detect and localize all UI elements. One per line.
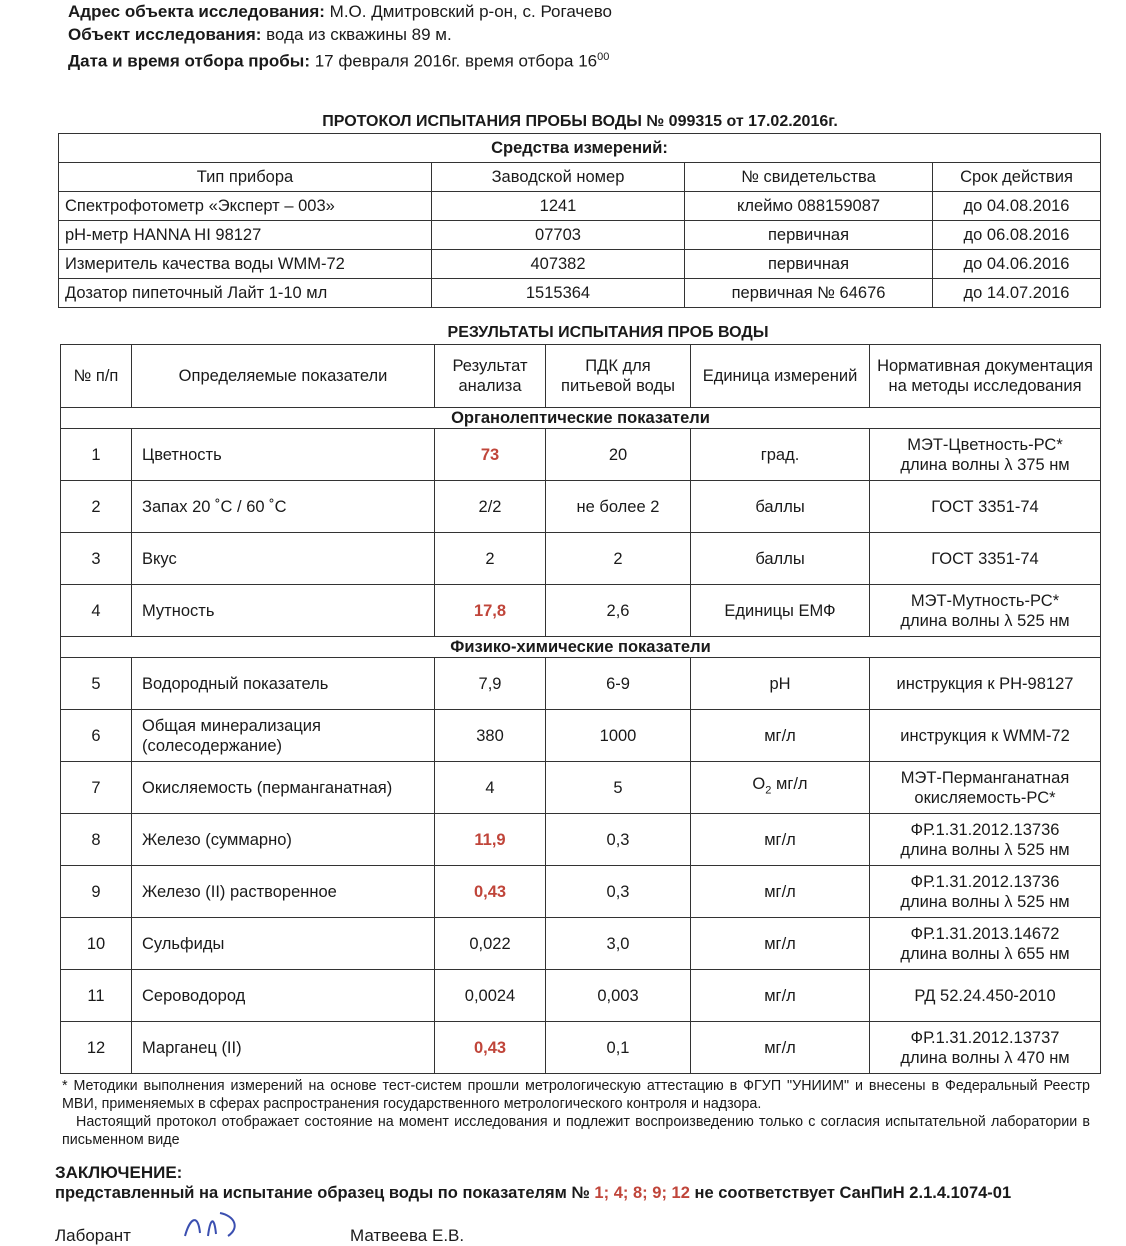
- result-value: 2/2: [435, 481, 546, 533]
- table-row: 6 Общая минерализация (солесодержание) 380 1000 мг/л инструкция к WMM-72: [61, 710, 1101, 762]
- table-row: pH-метр HANNA HI 98127 07703 первичная до 06.08.2016: [59, 221, 1101, 250]
- table-row: 9 Железо (II) растворенное 0,43 0,3 мг/л ФР.1.31.2012.13736 длина волны λ 525 нм: [61, 866, 1101, 918]
- result-value: 0,43: [435, 1022, 546, 1074]
- result-value: 73: [435, 429, 546, 481]
- section-physchem: Физико-химические показатели: [61, 637, 1101, 658]
- table-row: Спектрофотометр «Эксперт – 003» 1241 клеймо 088159087 до 04.08.2016: [59, 192, 1101, 221]
- result-value: 0,022: [435, 918, 546, 970]
- date-line: Дата и время отбора пробы: 17 февраля 2016г. время отбора $16^{00}$: [68, 51, 610, 71]
- result-value: 380: [435, 710, 546, 762]
- result-value: 0,0024: [435, 970, 546, 1022]
- document-header: [68, 0, 612, 73]
- result-value: 4: [435, 762, 546, 814]
- signature-label: Лаборант: [55, 1226, 131, 1245]
- table-row: 8 Железо (суммарно) 11,9 0,3 мг/л ФР.1.31.2012.13736 длина волны λ 525 нм: [61, 814, 1101, 866]
- table-row: 11 Сероводород 0,0024 0,003 мг/л РД 52.24.450-2010: [61, 970, 1101, 1022]
- instruments-header-row: Тип прибора Заводской номер № свидетельства Срок действия: [59, 163, 1101, 192]
- table-row: 3 Вкус 2 2 баллы ГОСТ 3351-74: [61, 533, 1101, 585]
- section-organoleptic: Органолептические показатели: [61, 408, 1101, 429]
- table-row: Дозатор пипеточный Лайт 1-10 мл 1515364 первичная № 64676 до 14.07.2016: [59, 279, 1101, 308]
- instruments-table: [58, 133, 1101, 308]
- protocol-title: ПРОТОКОЛ ИСПЫТАНИЯ ПРОБЫ ВОДЫ № 099315 от 17.02.2016г.: [322, 113, 838, 130]
- results-title: РЕЗУЛЬТАТЫ ИСПЫТАНИЯ ПРОБ ВОДЫ: [447, 324, 769, 341]
- conclusion-text: представленный на испытание образец воды по показателям № 1; 4; 8; 9; 12 не соответствует СанПиН 2.1.4.1074-01: [55, 1184, 1012, 1202]
- signature-name: Матвеева Е.В.: [350, 1226, 465, 1245]
- result-value: 0,43: [435, 866, 546, 918]
- table-row: 1 Цветность 73 20 град. МЭТ-Цветность-РС* длина волны λ 375 нм: [61, 429, 1101, 481]
- address-line: Адрес объекта исследования: М.О. Дмитровский р-он, с. Рогачево: [68, 2, 613, 21]
- object-line: Объект исследования: вода из скважины 89 м.: [68, 25, 452, 44]
- table-row: 4 Мутность 17,8 2,6 Единицы ЕМФ МЭТ-Мутность-РС* длина волны λ 525 нм: [61, 585, 1101, 637]
- footnote: * Методики выполнения измерений на основе тест-систем прошли метрологическую аттестацию в ФГУП "УНИИМ" и внесены в Федеральный Реестр МВИ, применяемых в сферах распространения государственного метрологического контроля и надзора. Настоящий протокол отображает состояние на момент исследования и подлежит воспроизведению только с согласия испытательной лаборатории в письменном виде: [62, 1078, 1090, 1148]
- table-row: 7 Окисляемость (перманганатная) 4 5 $O_2$ мг/л МЭТ-Перманганатная окисляемость-РС*: [61, 762, 1101, 814]
- conclusion-heading: ЗАКЛЮЧЕНИЕ:: [55, 1163, 183, 1182]
- result-value: 2: [435, 533, 546, 585]
- result-value: 11,9: [435, 814, 546, 866]
- table-row: 2 Запах 20 ˚С / 60 ˚С 2/2 не более 2 баллы ГОСТ 3351-74: [61, 481, 1101, 533]
- instruments-caption: Средства измерений:: [59, 134, 1101, 163]
- table-row: Измеритель качества воды WMM-72 407382 первичная до 04.06.2016: [59, 250, 1101, 279]
- table-row: 5 Водородный показатель 7,9 6-9 pH инструкция к PH-98127: [61, 658, 1101, 710]
- result-value: 7,9: [435, 658, 546, 710]
- results-header-row: № п/п Определяемые показатели Результат анализа ПДК для питьевой воды Единица измерений Нормативная документация на методы исследования: [61, 345, 1101, 408]
- result-value: 17,8: [435, 585, 546, 637]
- table-row: 10 Сульфиды 0,022 3,0 мг/л ФР.1.31.2013.14672 длина волны λ 655 нм: [61, 918, 1101, 970]
- results-table: [60, 344, 1101, 1074]
- table-row: 12 Марганец (II) 0,43 0,1 мг/л ФР.1.31.2012.13737 длина волны λ 470 нм: [61, 1022, 1101, 1074]
- handwritten-signature: [180, 1208, 260, 1238]
